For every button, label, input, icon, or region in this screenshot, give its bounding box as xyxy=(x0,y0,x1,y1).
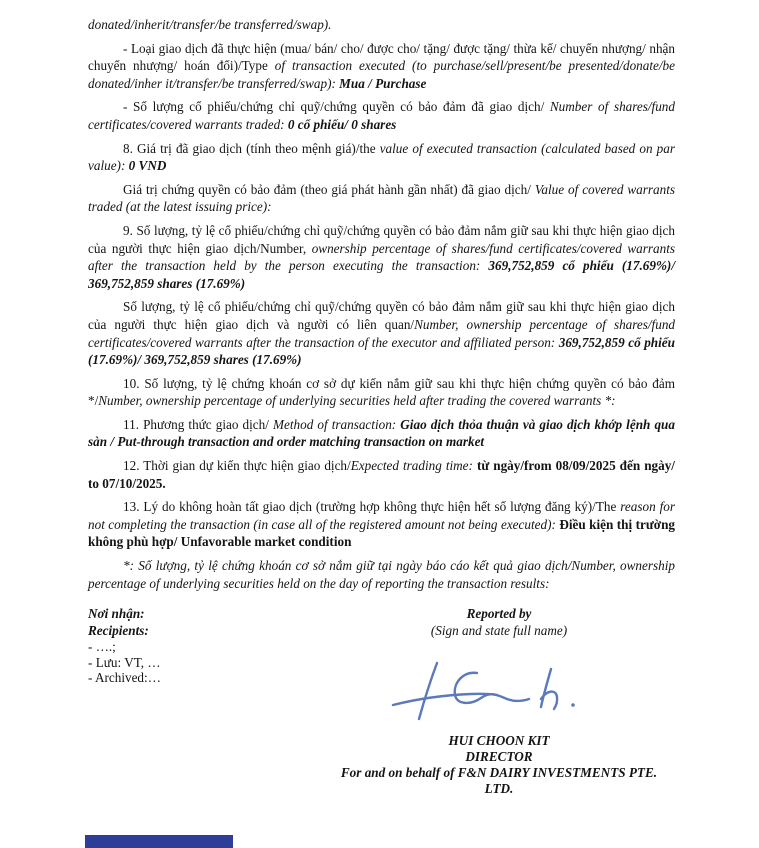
document-body xyxy=(88,16,675,797)
paragraph-9-holdings-after xyxy=(88,222,675,292)
bottom-blue-mark xyxy=(85,835,233,848)
item9-vn: 9. Số lượng, tỷ lệ cổ phiếu/chứng chỉ quỹ/chứng quyền có bảo đảm nắm giữ sau khi thực hiện giao dịch của người thực hiện giao dịch/Number, xyxy=(88,222,675,256)
item9b-value: 369,752,859 cổ phiếu (17.69%)/ 369,752,859 shares (17.69%) xyxy=(88,334,675,368)
paragraph-12-expected-time xyxy=(88,457,675,492)
paragraph-9-holdings-with-affiliates xyxy=(88,298,675,368)
signer-block xyxy=(323,733,675,797)
reported-by-label: Reported by xyxy=(466,606,532,622)
item9-value: 369,752,859 cổ phiếu (17.69%)/ 369,752,859 shares (17.69%) xyxy=(88,258,675,291)
recipients-label-vn: Nơi nhận: xyxy=(88,606,145,622)
paragraph-10-underlying-securities xyxy=(88,375,675,410)
item12-value: từ ngày/from 08/09/2025 đến ngày/ to 07/10/2025. xyxy=(88,458,675,491)
sign-note: (Sign and state full name) xyxy=(430,622,568,638)
continuation-line: donated/inherit/transfer/be transferred/swap). xyxy=(88,17,332,32)
transaction-type-vn: - Loại giao dịch đã thực hiện (mua/ bán/ cho/ được cho/ tặng/ được tặng/ thừa kế/ chuyển nhượng/ nhận chuyển nhượng/ hoán đổi)/Type xyxy=(88,40,675,74)
item9b-en: Number, ownership percentage of shares/fund certificates/covered warrants after the transaction of the executor and affiliated person: xyxy=(88,316,676,350)
transaction-type-value: Mua / Purchase xyxy=(339,75,427,91)
shares-traded-en: Number of shares/fund certificates/covered warrants traded: xyxy=(88,99,675,132)
item8-vn: 8. Giá trị đã giao dịch (tính theo mệnh giá)/the xyxy=(123,140,380,156)
item11-vn: 11. Phương thức giao dịch/ xyxy=(123,416,273,432)
item13-en: reason for not completing the transaction (in case all of the registered amount not being executed): xyxy=(88,499,675,532)
signer-on-behalf-line1: For and on behalf of F&N DAIRY INVESTMENTS PTE. xyxy=(340,765,658,781)
item12-en: Expected trading time: xyxy=(350,458,477,474)
paragraph-8-transaction-value xyxy=(88,140,675,175)
shares-traded-vn: - Số lượng cổ phiếu/chứng chỉ quỹ/chứng quyền có bảo đảm đã giao dịch/ xyxy=(123,99,550,115)
item11-value: Giao dịch thỏa thuận và giao dịch khớp lệnh qua sàn / Put-through transaction and order matching transaction on market xyxy=(88,416,675,450)
covered-warrants-vn: Giá trị chứng quyền có bảo đảm (theo giá phát hành gần nhất) đã giao dịch/ xyxy=(123,181,535,197)
paragraph-covered-warrants-value xyxy=(88,181,675,216)
item9b-vn: Số lượng, tỷ lệ cổ phiếu/chứng chỉ quỹ/chứng quyền có bảo đảm nắm giữ sau khi thực hiện giao dịch của người thực hiện giao dịch và người có liên quan/ xyxy=(88,299,675,332)
signer-on-behalf-line2: LTD. xyxy=(484,781,514,797)
item11-en: Method of transaction: xyxy=(273,416,401,432)
paragraph-shares-traded xyxy=(88,98,675,133)
recipient-item: - ….; xyxy=(88,639,116,655)
signature-footer xyxy=(88,606,675,797)
handwritten-signature xyxy=(379,653,619,731)
paragraph-13-reason xyxy=(88,498,675,551)
item13-value: Điều kiện thị trường không phù hợp/ Unfavorable market condition xyxy=(88,516,675,550)
signer-name: HUI CHOON KIT xyxy=(448,733,550,749)
signer-title: DIRECTOR xyxy=(465,749,533,765)
footnote: *: Số lượng, tỷ lệ chứng khoán cơ sở nắm giữ tại ngày báo cáo kết quả giao dịch/Number, ownership percentage of underlying securities held on the day of reporting the transaction results: xyxy=(88,558,675,591)
paragraph-transaction-type xyxy=(88,40,675,93)
shares-traded-value: 0 cổ phiếu/ 0 shares xyxy=(287,116,397,132)
signature-ink-icon xyxy=(379,653,619,731)
recipient-item: - Lưu: VT, … xyxy=(88,654,161,670)
covered-warrants-en: Value of covered warrants traded (at the latest issuing price): xyxy=(88,181,675,215)
recipients-block xyxy=(88,606,323,797)
reported-by-block xyxy=(323,606,675,797)
item10-en: Number, ownership percentage of underlying securities held after trading the covered warrants *: xyxy=(98,393,616,409)
recipients-label-en: Recipients: xyxy=(88,622,149,638)
item12-vn: 12. Thời gian dự kiến thực hiện giao dịch/ xyxy=(123,458,351,474)
item9-en: ownership percentage of shares/fund certificates/covered warrants after the transaction held by the person executing the transaction: xyxy=(88,240,676,274)
item8-en: value of executed transaction (calculated based on par value): xyxy=(88,140,675,174)
paragraph-11-method xyxy=(88,416,675,451)
item8-value: 0 VND xyxy=(128,158,167,174)
transaction-type-en: of transaction executed (to purchase/sell/present/be presented/donate/be donated/inher it/transfer/be transferred/swap): xyxy=(88,58,675,91)
item13-vn: 13. Lý do không hoàn tất giao dịch (trường hợp không thực hiện hết số lượng đăng ký)/The xyxy=(123,499,621,515)
item10-vn: 10. Số lượng, tỷ lệ chứng khoán cơ sở dự kiến nắm giữ sau khi thực hiện chứng quyền có bảo đảm */ xyxy=(88,375,675,409)
recipient-item: - Archived:… xyxy=(88,670,161,686)
